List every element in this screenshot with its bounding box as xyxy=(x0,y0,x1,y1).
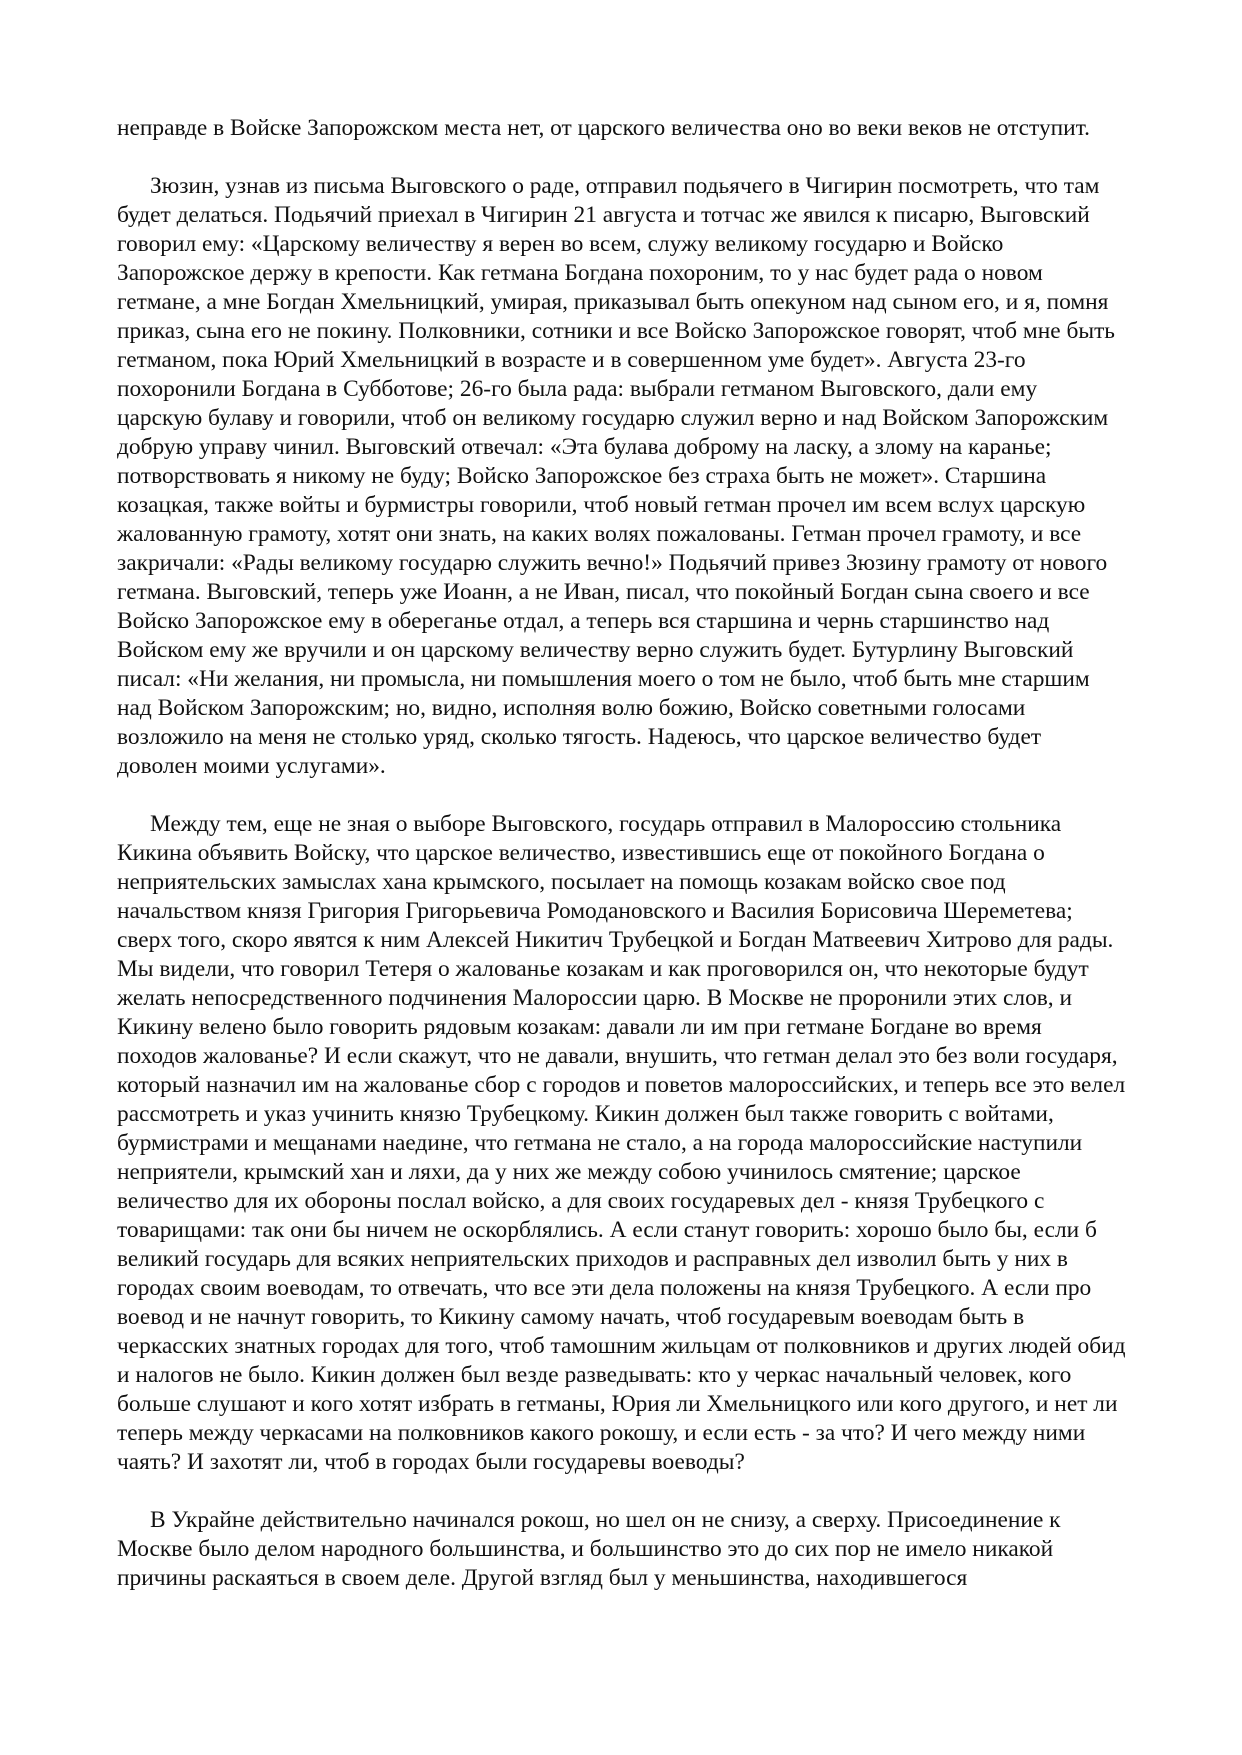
paragraph-vygovsky-rada: Зюзин, узнав из письма Выговского о раде, отправил подьячего в Чигирин посмотреть, что там будет делаться. Подьячий приехал в Чигирин 21 августа и тотчас же явился к писарю, Выговский говорил ему: «Царскому величеству я верен во всем, служу великому государю и Войско Запорожское держу в крепости. Как гетмана Богдана похороним, то у нас будет рада о новом гетмане, а мне Богдан Хмельницкий, умирая, приказывал быть опекуном над сыном его, и я, помня приказ, сына его не покину. Полковники, сотники и все Войско Запорожское говорят, чтоб мне быть гетманом, пока Юрий Хмельницкий в возрасте и в совершенном уме будет». Августа 23-го похоронили Богдана в Субботове; 26-го была рада: выбрали гетманом Выговского, дали ему царскую булаву и говорили, чтоб он великому государю служил верно и над Войском Запорожским добрую управу чинил. Выговский отвечал: «Эта булава доброму на ласку, а злому на каранье; потворствовать я никому не буду; Войско Запорожское без страха быть не может». Старшина козацкая, также войты и бурмистры говорили, чтоб новый гетман прочел им всем вслух царскую жалованную грамоту, хотят они знать, на каких волях пожалованы. Гетман прочел грамоту, и все закричали: «Рады великому государю служить вечно!» Подьячий привез Зюзину грамоту от нового гетмана. Выговский, теперь уже Иоанн, а не Иван, писал, что покойный Богдан сына своего и все Войско Запорожское ему в обереганье отдал, а теперь вся старшина и чернь старшинство над Войском ему же вручили и он царскому величеству верно служить будет. Бутурлину Выговский писал: «Ни желания, ни промысла, ни помышления моего о том не было, чтоб быть мне старшим над Войском Запорожским; но, видно, исполняя волю божию, Войско советными голосами возложило на меня не столько уряд, сколько тягость. Надеюсь, что царское величество будет доволен моими услугами». xyxy=(117,173,1115,779)
paragraph-kikin-mission: Между тем, еще не зная о выборе Выговского, государь отправил в Малороссию стольника Кикина объявить Войску, что царское величество, известившись еще от покойного Богдана о неприятельских замыслах хана крымского, посылает на помощь козакам войско свое под начальством князя Григория Григорьевича Ромодановского и Василия Борисовича Шереметева; сверх того, скоро явятся к ним Алексей Никитич Трубецкой и Богдан Матвеевич Хитрово для рады. Мы видели, что говорил Тетеря о жалованье козакам и как проговорился он, что некоторые будут желать непосредственного подчинения Малороссии царю. В Москве не проронили этих слов, и Кикину велено было говорить рядовым козакам: давали ли им при гетмане Богдане во время походов жалованье? И если скажут, что не давали, внушить, что гетман делал это без воли государя, который назначил им на жалованье сбор с городов и поветов малороссийских, и теперь все это велел рассмотреть и указ учинить князю Трубецкому. Кикин должен был также говорить с войтами, бурмистрами и мещанами наедине, что гетмана не стало, а на города малороссийские наступили неприятели, крымский хан и ляхи, да у них же между собою учинилось смятение; царское величество для их обороны послал войско, а для своих государевых дел - князя Трубецкого с товарищами: так они бы ничем не оскорблялись. А если станут говорить: хорошо было бы, если б великий государь для всяких неприятельских приходов и расправных дел изволил быть у них в городах своим воеводам, то отвечать, что все эти дела положены на князя Трубецкого. А если про воевод и не начнут говорить, то Кикину самому начать, чтоб государевым воеводам быть в черкасских знатных городах для того, чтоб тамошним жильцам от полковников и других людей обид и налогов не было. Кикин должен был везде разведывать: кто у черкас начальный человек, кого больше слушают и кого хотят избрать в гетманы, Юрия ли Хмельницкого или кого другого, и нет ли теперь между черкасами на полковников какого рокошу, и если есть - за что? И чего между ними чаять? И захотят ли, чтоб в городах были государевы воеводы? xyxy=(117,811,1126,1475)
document-page xyxy=(117,114,1127,1593)
paragraph-continued: неправде в Войске Запорожском места нет, от царского величества оно во веки веков не отступит. xyxy=(117,115,1091,141)
paragraph-ukraine-rokosh: В Украйне действительно начинался рокош, но шел он не снизу, а сверху. Присоединение к Москве было делом народного большинства, и большинство это до сих пор не имело никакой причины раскаяться в своем деле. Другой взгляд был у меньшинства, находившегося xyxy=(117,1507,1061,1591)
